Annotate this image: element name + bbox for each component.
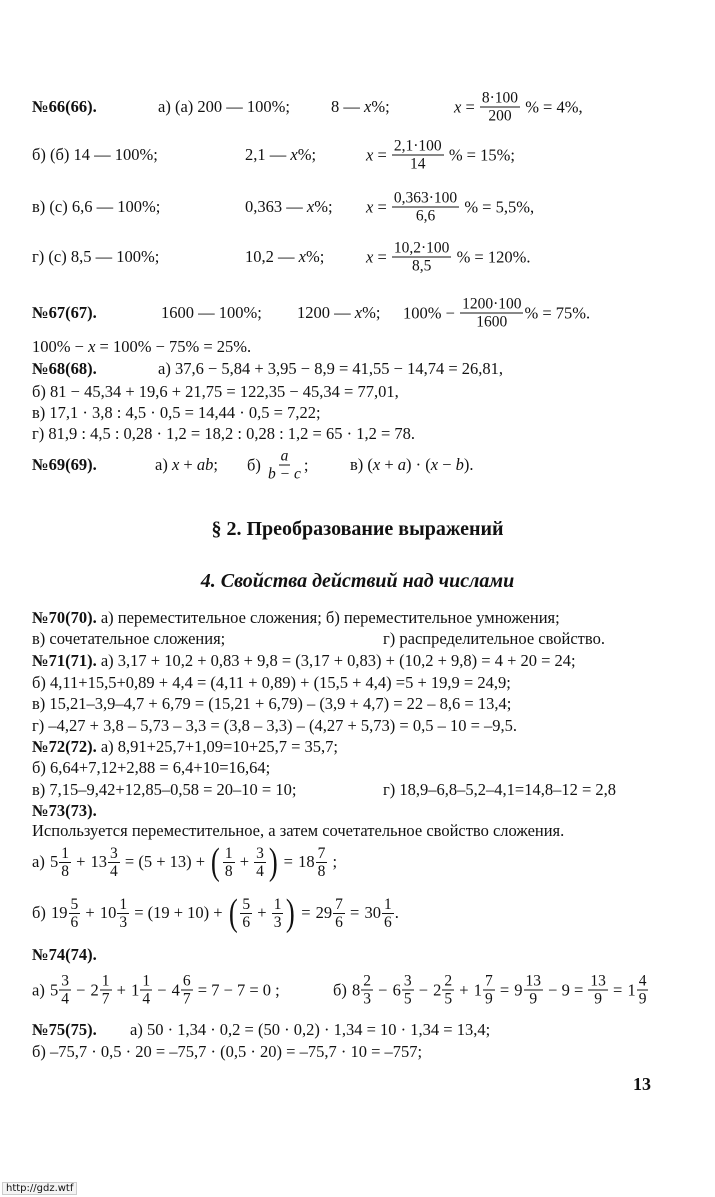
line-cell (32, 758, 270, 778)
text-run: x (364, 97, 372, 116)
fraction-body (442, 973, 454, 1008)
fraction-body (272, 896, 284, 931)
text-run: x (290, 145, 298, 164)
fraction-whole: 1 (473, 980, 482, 999)
fraction-denominator: 4 (61, 990, 69, 1008)
text-run: = (461, 97, 479, 116)
line-cell (32, 737, 338, 757)
text-run: б) 81 − 45,34 + 19,6 + 21,75 = 122,35 − 45,34 = 77,01, (32, 382, 399, 401)
line-cell (32, 629, 225, 649)
fraction-whole: 30 (364, 903, 381, 922)
text-run: ) · ( (406, 455, 431, 474)
fraction-denominator: 8 (317, 862, 326, 880)
line-cell (245, 145, 316, 165)
fraction-denominator: 9 (529, 990, 538, 1008)
fraction-denominator: 3 (273, 913, 282, 931)
fraction (254, 845, 266, 880)
fraction-body (59, 973, 71, 1008)
fraction-body (333, 896, 345, 931)
fraction-denominator: 8,5 (411, 257, 432, 275)
line-cell (32, 821, 564, 841)
fraction-body (588, 973, 608, 1008)
line-cell (32, 97, 97, 117)
fraction-whole: 1 (131, 980, 140, 999)
text-run: 2,1 — (245, 145, 291, 164)
parenthesis: ) (268, 841, 278, 883)
fraction-denominator: 9 (594, 990, 603, 1008)
fraction-whole: 2 (90, 980, 99, 999)
fraction (352, 973, 373, 1008)
fraction (131, 973, 152, 1008)
fraction (316, 896, 345, 931)
fraction-whole: 13 (90, 852, 108, 871)
line-cell (32, 945, 97, 965)
fraction-denominator: 5 (444, 990, 453, 1008)
text-run: а) 37,6 − 5,84 + 3,95 − 8,9 = 41,55 − 14,74 = 26,81, (158, 359, 504, 378)
fraction-denominator: 6,6 (415, 207, 436, 225)
text-run: x (306, 197, 315, 216)
text-run: б) 6,64+7,12+2,88 = 6,4+10=16,64; (32, 758, 271, 777)
fraction (392, 190, 459, 225)
text-run: = (297, 903, 315, 922)
fraction-numerator: 7 (317, 844, 326, 862)
text-run: Используется переместительное, а затем сочетательное свойство сложения. (32, 821, 565, 840)
line-cell (32, 716, 517, 736)
fraction-body (181, 973, 193, 1008)
line-cell (403, 296, 590, 331)
exercise-number: №72(72). (32, 737, 97, 756)
fraction-denominator: 9 (484, 990, 493, 1008)
fraction-numerator: 13 (525, 972, 542, 990)
text-run: % = 15%; (444, 145, 515, 164)
fraction-numerator: 1 (101, 972, 110, 990)
line-cell (158, 359, 503, 379)
text-run: в) 7,15–9,42+12,85–0,58 = 20–10 = 10; (32, 780, 297, 799)
line-cell (333, 973, 649, 1008)
fraction-denominator: 6 (383, 913, 392, 931)
text-run: в) сочетательное сложения; (32, 629, 226, 648)
text-run: б) (б) 14 — 100%; (32, 145, 158, 164)
fraction (627, 973, 648, 1008)
fraction-denominator: 7 (182, 990, 191, 1008)
text-run: − (153, 980, 171, 999)
fraction-denominator: 8 (61, 862, 69, 880)
fraction-whole: 4 (171, 980, 180, 999)
text-run: г) 18,9–6,8–5,2–4,1=14,8–12 = 2,8 (383, 780, 616, 799)
text-run: б) (32, 903, 51, 922)
text-run: x (171, 455, 180, 474)
fraction-body (361, 973, 373, 1008)
text-run: a (397, 455, 407, 474)
text-run: 8 — (331, 97, 364, 116)
fraction (272, 896, 284, 931)
exercise-number: №75(75). (32, 1020, 97, 1039)
text-run: а) 50 · 1,34 · 0,2 = (50 · 0,2) · 1,34 = 10 · 1,34 = 13,4; (130, 1020, 491, 1039)
fraction-denominator: 3 (119, 913, 128, 931)
text-run: x (298, 247, 306, 266)
fraction-numerator: 0,363·100 (393, 189, 458, 207)
fraction-numerator: 5 (70, 895, 79, 913)
text-run: x (366, 145, 374, 164)
text-run: % = 5,5%, (460, 197, 535, 216)
fraction-body (392, 190, 459, 225)
text-run: ab (196, 455, 214, 474)
exercise-number: №69(69). (32, 455, 97, 474)
line-cell (32, 382, 399, 402)
line-cell (297, 303, 380, 323)
line-cell (32, 1020, 97, 1040)
fraction-numerator: 3 (61, 972, 69, 990)
text-run: − (374, 980, 392, 999)
fraction-whole: 10 (99, 903, 117, 922)
text-run: + (71, 852, 90, 871)
fraction-whole: 2 (433, 980, 442, 999)
text-run: x (372, 455, 381, 474)
text-run: б) (333, 980, 352, 999)
fraction-denominator: 3 (363, 990, 372, 1008)
line-cell (32, 780, 296, 800)
fraction-body (59, 845, 71, 880)
fraction-numerator: 3 (256, 844, 264, 862)
text-run: 100% − (32, 337, 89, 356)
fraction-whole: 8 (352, 980, 361, 999)
fraction-numerator: 2,1·100 (393, 137, 442, 155)
fraction-denominator: 8 (224, 862, 233, 880)
text-run: b (455, 455, 464, 474)
text-run: = (19 + 10) + (130, 903, 227, 922)
fraction-body (392, 138, 444, 173)
text-run: г) –4,27 + 3,8 – 5,73 – 3,3 = (3,8 – 3,3) – (4,27 + 5,73) = 0,5 – 10 = –9,5. (32, 716, 518, 735)
fraction-body (69, 896, 81, 931)
line-cell (32, 247, 159, 267)
text-run: − (438, 455, 456, 474)
fraction-numerator: 1 (61, 844, 69, 862)
line-cell (32, 303, 97, 323)
line-cell (366, 138, 515, 173)
fraction-whole: 5 (49, 980, 59, 999)
fraction-denominator: 6 (70, 913, 79, 931)
line-cell (366, 190, 534, 225)
text-run: + (81, 903, 99, 922)
line-cell (32, 403, 321, 423)
text-run: % = 4%, (521, 97, 583, 116)
text-run: %; (314, 197, 333, 216)
fraction-body (524, 973, 544, 1008)
text-run: x (430, 455, 439, 474)
text-run: а) (32, 852, 49, 871)
fraction-numerator: 2 (363, 972, 372, 990)
fraction-numerator: 1 (224, 844, 233, 862)
fraction-numerator: a (280, 447, 289, 465)
text-run: г) распределительное свойство. (383, 629, 605, 648)
line-cell (32, 145, 158, 165)
line-cell (32, 801, 97, 821)
text-run: % = 120%. (452, 247, 531, 266)
fraction-numerator: 1 (383, 895, 392, 913)
line-cell (32, 894, 399, 932)
fraction-denominator: 5 (403, 990, 412, 1008)
line-cell (32, 197, 160, 217)
fraction (240, 896, 252, 931)
exercise-number: №74(74). (32, 945, 97, 964)
fraction-numerator: 6 (182, 972, 191, 990)
text-run: б) –75,7 · 0,5 · 20 = –75,7 · (0,5 · 20) = –75,7 · 10 = –757; (32, 1042, 423, 1061)
text-run: + (253, 903, 271, 922)
text-run: %; (305, 247, 325, 266)
fraction (392, 240, 452, 275)
fraction-body (382, 896, 394, 931)
subsection-heading: 4. Свойства действий над числами (200, 570, 515, 592)
line-cell (32, 694, 511, 714)
line-cell (245, 197, 333, 217)
text-run: + (235, 852, 254, 871)
text-run: %; (371, 97, 390, 116)
line-cell (161, 303, 262, 323)
text-run: x (366, 197, 374, 216)
fraction (392, 138, 444, 173)
fraction-numerator: 7 (335, 895, 343, 913)
text-run: = (373, 197, 391, 216)
text-run: в) (с) 6,6 — 100%; (32, 197, 161, 216)
text-run: + (112, 980, 131, 999)
fraction-numerator: 4 (638, 972, 647, 990)
fraction (364, 896, 393, 931)
fraction-denominator: 200 (488, 107, 512, 125)
line-cell (350, 455, 474, 475)
fraction-whole: 19 (51, 903, 68, 922)
text-run: ; (213, 455, 218, 474)
text-run: + (380, 455, 398, 474)
fraction-numerator: 1200·100 (462, 295, 522, 313)
fraction-body (266, 448, 303, 483)
text-run: б) (247, 455, 266, 474)
fraction (172, 973, 193, 1008)
fraction (266, 448, 303, 483)
fraction-numerator: 3 (110, 844, 118, 862)
text-run: а) 3,17 + 10,2 + 0,83 + 9,8 = (3,17 + 0,83) + (10,2 + 9,8) = 4 + 20 = 24; (96, 651, 576, 670)
text-run: а) (32, 980, 49, 999)
fraction (50, 845, 71, 880)
fraction-denominator: 9 (638, 990, 647, 1008)
fraction-numerator: 1 (142, 972, 151, 990)
text-run: ). (463, 455, 474, 474)
fraction (91, 973, 112, 1008)
text-run: = (495, 980, 514, 999)
exercise-number: №66(66). (32, 97, 97, 116)
fraction (298, 845, 327, 880)
fraction-numerator: 7 (484, 972, 493, 990)
fraction-body (480, 90, 520, 125)
text-run: б) 4,11+15,5+0,89 + 4,4 = (4,11 + 0,89) + (15,5 + 4,4) =5 + 19,9 = 24,9; (32, 673, 511, 692)
fraction-whole: 18 (298, 852, 315, 871)
fraction-denominator: 7 (101, 990, 110, 1008)
text-run: = (279, 852, 298, 871)
exercise-number: №70(70). (32, 608, 97, 627)
fraction-body (240, 896, 252, 931)
text-run: 1200 — (297, 303, 355, 322)
fraction (51, 896, 80, 931)
fraction-denominator: 1600 (476, 313, 508, 331)
text-run: г) 81,9 : 4,5 : 0,28 · 1,2 = 18,2 : 0,28 : 1,2 = 65 · 1,2 = 78. (32, 424, 416, 443)
fraction-body (402, 973, 414, 1008)
text-run: в) 17,1 · 3,8 : 4,5 · 0,5 = 14,44 · 0,5 = 7,22; (32, 403, 321, 422)
fraction-body (483, 973, 495, 1008)
fraction-denominator: 4 (142, 990, 151, 1008)
line-cell (331, 97, 390, 117)
fraction-numerator: 3 (403, 972, 412, 990)
fraction-numerator: 1 (273, 895, 282, 913)
line-cell (32, 455, 97, 475)
fraction (480, 90, 520, 125)
text-run: = 100% − 75% = 25%. (95, 337, 252, 356)
fraction-body (316, 845, 328, 880)
text-run: %; (362, 303, 381, 322)
text-run: = 7 − 7 = 0 ; (193, 980, 280, 999)
fraction-numerator: 2 (444, 972, 453, 990)
text-run: г) (с) 8,5 — 100%; (32, 247, 160, 266)
text-run: − 9 = (544, 980, 588, 999)
fraction-numerator: 10,2·100 (393, 239, 450, 257)
fraction-whole: 1 (627, 980, 636, 999)
text-run: = (5 + 13) + (120, 852, 210, 871)
text-run: x (354, 303, 363, 322)
text-run: − (414, 980, 433, 999)
text-run: 100% − (403, 303, 460, 322)
text-run: x (366, 247, 374, 266)
text-run: = (373, 145, 391, 164)
fraction-whole: 6 (392, 980, 401, 999)
exercise-number: №67(67). (32, 303, 97, 322)
line-cell (245, 247, 324, 267)
text-run: . (394, 903, 399, 922)
fraction (588, 973, 608, 1008)
text-run: 0,363 — (245, 197, 307, 216)
fraction (514, 973, 543, 1008)
line-cell (383, 629, 605, 649)
fraction-numerator: 8·100 (481, 89, 519, 107)
fraction-numerator: 1 (119, 895, 128, 913)
text-run: 1600 — 100%; (161, 303, 262, 322)
fraction-body (223, 845, 235, 880)
parenthesis: ( (211, 841, 220, 883)
text-run: % = 75%. (524, 303, 591, 322)
fraction-denominator: 14 (410, 155, 426, 173)
fraction-numerator: 13 (590, 972, 606, 990)
fraction-whole: 29 (315, 903, 333, 922)
exercise-number: №68(68). (32, 359, 97, 378)
text-run: а) (а) 200 — 100%; (158, 97, 290, 116)
line-cell (32, 337, 251, 357)
text-run: а) переместительное сложения; б) переместительное умножения; (96, 608, 560, 627)
line-cell (32, 651, 576, 671)
fraction-body (100, 973, 112, 1008)
text-run: = (373, 247, 391, 266)
text-run: x (88, 337, 96, 356)
fraction-denominator: b − c (268, 465, 301, 483)
fraction-numerator: 5 (242, 895, 251, 913)
line-cell (32, 608, 560, 628)
text-run: x (454, 97, 462, 116)
line-cell (366, 240, 530, 275)
fraction (50, 973, 71, 1008)
line-cell (32, 973, 280, 1008)
text-run: а) 8,91+25,7+1,09=10+25,7 = 35,7; (96, 737, 339, 756)
fraction (223, 845, 235, 880)
fraction-body (108, 845, 120, 880)
fraction-denominator: 6 (335, 913, 343, 931)
text-run: − (71, 980, 90, 999)
text-run: + (179, 455, 197, 474)
fraction-body (254, 845, 266, 880)
text-run: 10,2 — (245, 247, 299, 266)
line-cell (32, 359, 97, 379)
line-cell (32, 843, 337, 881)
line-cell (32, 1042, 422, 1062)
fraction (393, 973, 414, 1008)
fraction-denominator: 4 (110, 862, 118, 880)
exercise-number: №73(73). (32, 801, 97, 820)
fraction-body (392, 240, 452, 275)
text-run: а) (155, 455, 172, 474)
line-cell (454, 90, 583, 125)
fraction-body (117, 896, 129, 931)
fraction-whole: 5 (49, 852, 59, 871)
text-run: ; (328, 852, 338, 871)
fraction (100, 896, 129, 931)
fraction-body (460, 296, 523, 331)
exercise-number: №71(71). (32, 651, 97, 670)
line-cell (130, 1020, 490, 1040)
line-cell (158, 97, 290, 117)
fraction-denominator: 4 (256, 862, 264, 880)
line-cell (155, 455, 218, 475)
text-run: = (608, 980, 627, 999)
text-run: = (345, 903, 364, 922)
fraction (91, 845, 120, 880)
section-heading: § 2. Преобразование выражений (211, 518, 504, 540)
text-run: в) 15,21–3,9–4,7 + 6,79 = (15,21 + 6,79) – (3,9 + 4,7) = 22 – 8,6 = 13,4; (32, 694, 512, 713)
parenthesis: ( (228, 892, 238, 934)
text-run: %; (297, 145, 317, 164)
fraction (433, 973, 454, 1008)
fraction-body (637, 973, 649, 1008)
fraction (474, 973, 495, 1008)
fraction-body (140, 973, 152, 1008)
line-cell (383, 780, 616, 800)
text-run: + (455, 980, 473, 999)
text-run: в) ( (350, 455, 373, 474)
page-number: 13 (633, 1074, 651, 1094)
text-run: ; (303, 455, 309, 474)
line-cell (247, 448, 308, 483)
fraction (460, 296, 523, 331)
fraction-whole: 9 (514, 980, 523, 999)
footer-url-link[interactable]: http://gdz.wtf (2, 1182, 77, 1195)
fraction-denominator: 6 (242, 913, 251, 931)
line-cell (32, 424, 415, 444)
line-cell (32, 673, 511, 693)
parenthesis: ) (286, 892, 296, 934)
